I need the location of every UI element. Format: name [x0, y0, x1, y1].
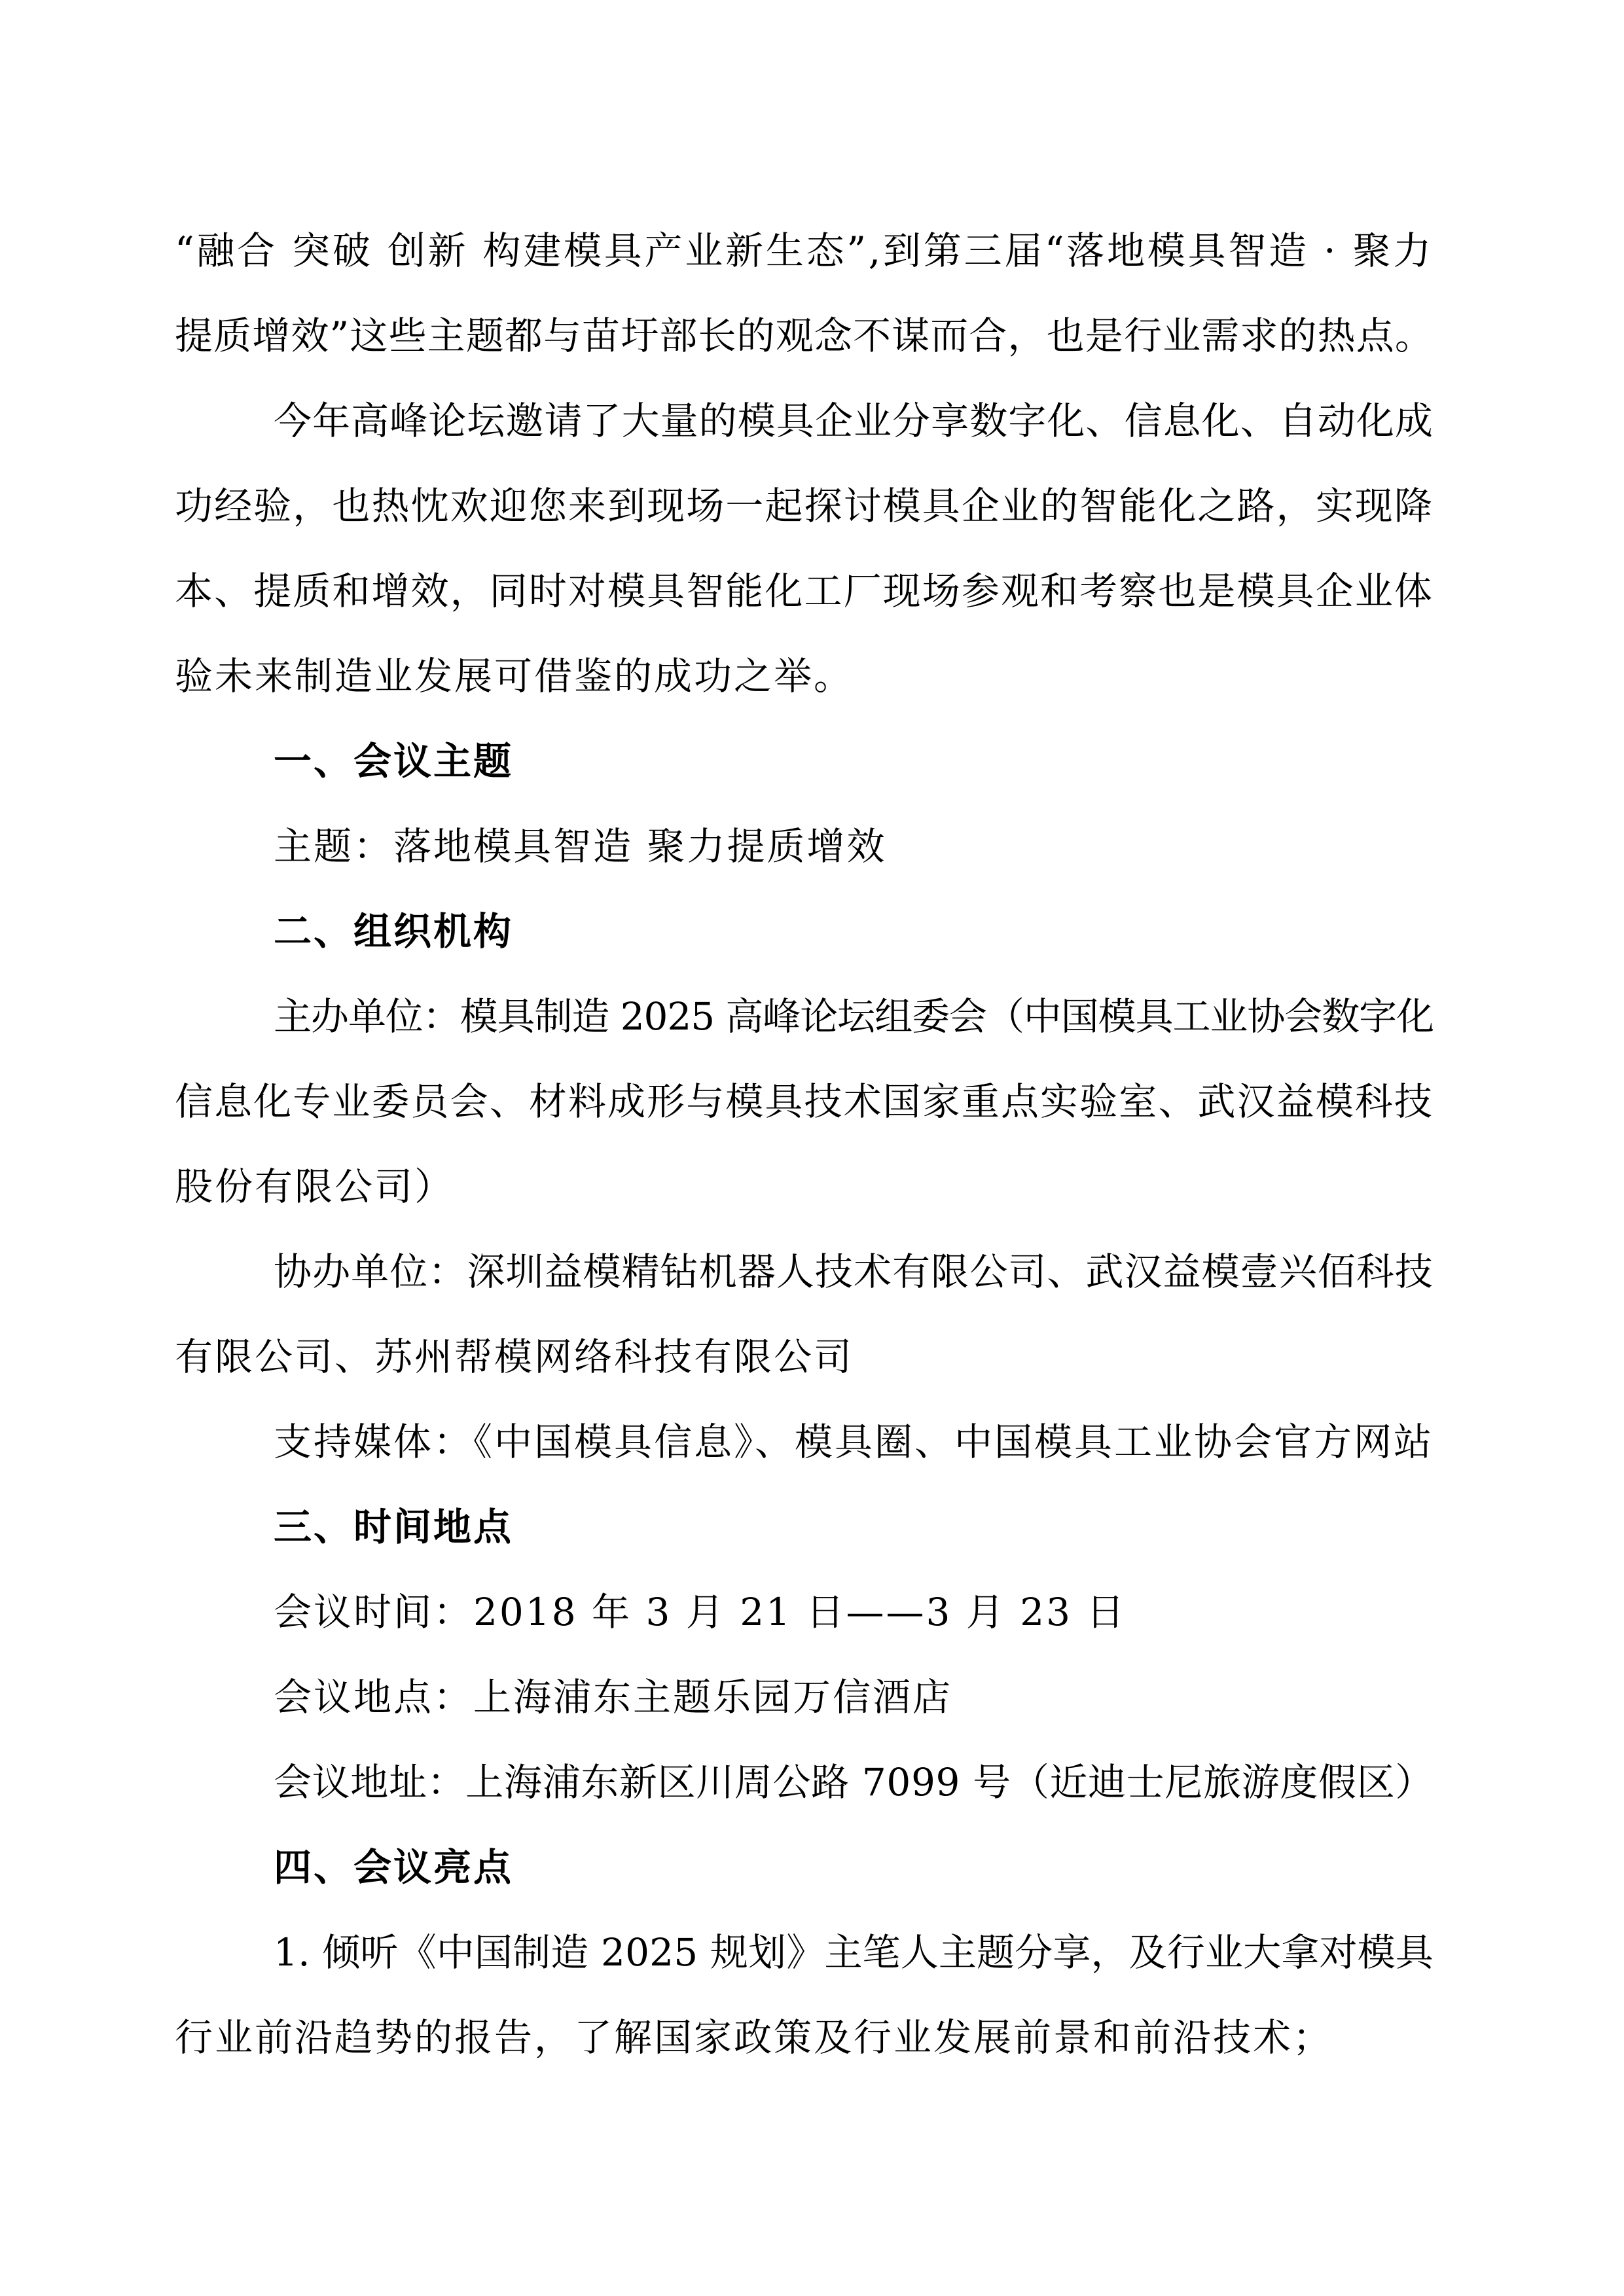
- section-heading: [175, 719, 1434, 804]
- section-heading: [175, 1484, 1434, 1570]
- text-line-content: 功经验，也热忱欢迎您来到现场一起探讨模具企业的智能化之路，实现降: [175, 484, 1434, 528]
- text-line: [175, 1229, 1434, 1314]
- text-line: [175, 1399, 1434, 1484]
- text-line: [175, 1655, 1434, 1740]
- text-line-content: 本、提质和增效，同时对模具智能化工厂现场参观和考察也是模具企业体: [175, 569, 1434, 613]
- text-line: [175, 548, 1434, 634]
- section-heading: [175, 1825, 1434, 1910]
- text-line: [175, 804, 1434, 889]
- text-line: [175, 1059, 1434, 1144]
- text-line-content: 一、会议主题: [274, 739, 514, 783]
- text-line: [175, 1314, 1434, 1399]
- text-line-content: 提质增效”这些主题都与苗圩部长的观念不谋而合，也是行业需求的热点。: [175, 314, 1434, 358]
- text-line-content: 协办单位：深圳益模精钻机器人技术有限公司、武汉益模壹兴佰科技: [274, 1249, 1434, 1294]
- text-line-content: 今年高峰论坛邀请了大量的模具企业分享数字化、信息化、自动化成: [274, 399, 1434, 443]
- text-line-content: 股份有限公司）: [175, 1164, 455, 1209]
- text-line-content: 行业前沿趋势的报告，了解国家政策及行业发展前景和前沿技术；: [175, 2015, 1333, 2060]
- text-line: [175, 1570, 1434, 1655]
- text-line: [175, 974, 1434, 1059]
- text-line: [175, 1995, 1434, 2080]
- text-line-content: 1. 倾听《中国制造 2025 规划》主笔人主题分享，及行业大拿对模具: [274, 1930, 1434, 1975]
- text-line-content: 会议地址：上海浦东新区川周公路 7099 号（近迪士尼旅游度假区）: [274, 1760, 1434, 1804]
- text-line: [175, 208, 1434, 293]
- text-line-content: 会议时间：2018 年 3 月 21 日——3 月 23 日: [274, 1590, 1127, 1634]
- text-line-content: 主办单位：模具制造 2025 高峰论坛组委会（中国模具工业协会数字化: [274, 994, 1434, 1039]
- text-line-content: 三、时间地点: [274, 1505, 514, 1549]
- text-line-content: 有限公司、苏州帮模网络科技有限公司: [175, 1335, 854, 1379]
- text-line-content: 验未来制造业发展可借鉴的成功之举。: [175, 654, 854, 698]
- document-body: [175, 208, 1434, 2080]
- text-line-content: 信息化专业委员会、材料成形与模具技术国家重点实验室、武汉益模科技: [175, 1079, 1434, 1124]
- text-line: [175, 1144, 1434, 1229]
- text-line: [175, 1740, 1434, 1825]
- text-line: [175, 634, 1434, 719]
- text-line: [175, 1910, 1434, 1995]
- text-line-content: “融合 突破 创新 构建模具产业新生态”,到第三届“落地模具智造 · 聚力: [175, 228, 1434, 273]
- section-heading: [175, 889, 1434, 974]
- text-line: [175, 378, 1434, 463]
- text-line-content: 二、组织机构: [274, 909, 514, 954]
- text-line-content: 支持媒体：《中国模具信息》、模具圈、中国模具工业协会官方网站: [274, 1420, 1434, 1464]
- text-line-content: 四、会议亮点: [274, 1845, 514, 1890]
- text-line: [175, 463, 1434, 548]
- text-line-content: 主题：落地模具智造 聚力提质增效: [274, 824, 887, 869]
- text-line-content: 会议地点：上海浦东主题乐园万信酒店: [274, 1675, 953, 1719]
- text-line: [175, 293, 1434, 378]
